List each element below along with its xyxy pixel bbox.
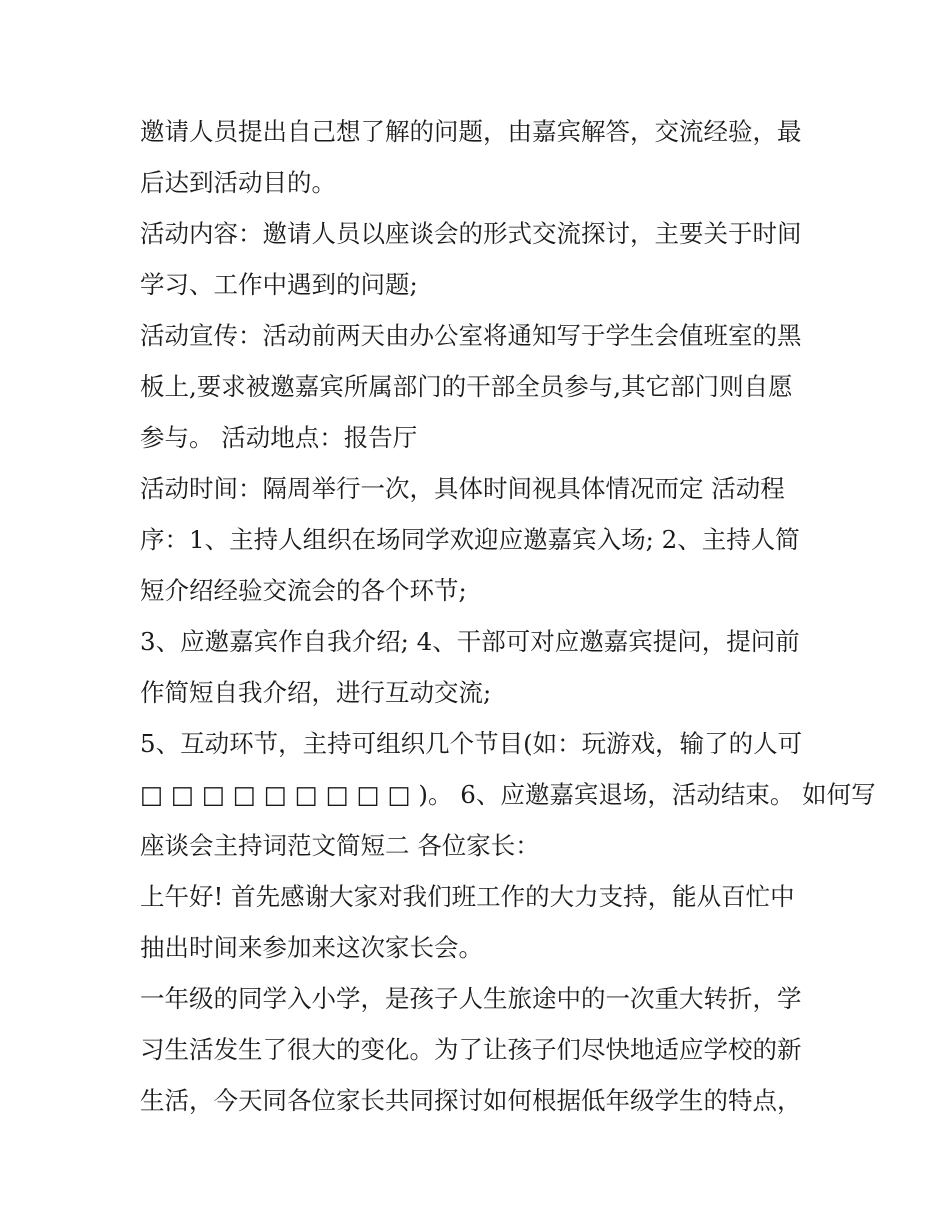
- text-line: 生活，今天同各位家长共同探讨如何根据低年级学生的特点，: [140, 1086, 802, 1115]
- text-line: 一年级的同学入小学，是孩子人生旅途中的一次重大转折，学: [140, 984, 802, 1013]
- text-line: 参与。 活动地点：报告厅: [140, 423, 418, 452]
- text-line: 学习、工作中遇到的问题;: [140, 270, 418, 299]
- text-line: 活动内容：邀请人员以座谈会的形式交流探讨，主要关于时间: [140, 219, 802, 248]
- text-line: □ □ □ □ □ □ □ □ □ )。 6、应邀嘉宾退场，活动结束。 如何写: [140, 780, 876, 809]
- text-line: 短介绍经验交流会的各个环节;: [140, 576, 467, 605]
- text-line: 抽出时间来参加来这次家长会。: [140, 933, 483, 962]
- text-line: 5、互动环节，主持可组织几个节目(如：玩游戏，输了的人可: [140, 729, 803, 758]
- text-line: 3、应邀嘉宾作自我介绍; 4、干部可对应邀嘉宾提问，提问前: [140, 627, 800, 656]
- text-line: 序：1、主持人组织在场同学欢迎应邀嘉宾入场; 2、主持人简: [140, 525, 800, 554]
- text-line: 活动时间：隔周举行一次，具体时间视具体情况而定 活动程: [140, 474, 785, 503]
- text-line: 作简短自我介绍，进行互动交流;: [140, 678, 492, 707]
- text-line: 上午好! 首先感谢大家对我们班工作的大力支持，能从百忙中: [140, 882, 795, 911]
- document-body: [140, 106, 876, 1126]
- text-line: 邀请人员提出自己想了解的问题，由嘉宾解答，交流经验，最: [140, 117, 802, 146]
- text-line: 座谈会主持词范文简短二 各位家长：: [140, 831, 540, 860]
- text-line: 板上,要求被邀嘉宾所属部门的干部全员参与,其它部门则自愿: [140, 372, 793, 401]
- text-line: 活动宣传：活动前两天由办公室将通知写于学生会值班室的黑: [140, 321, 802, 350]
- text-line: 后达到活动目的。: [140, 168, 336, 197]
- text-line: 习生活发生了很大的变化。为了让孩子们尽快地适应学校的新: [140, 1035, 802, 1064]
